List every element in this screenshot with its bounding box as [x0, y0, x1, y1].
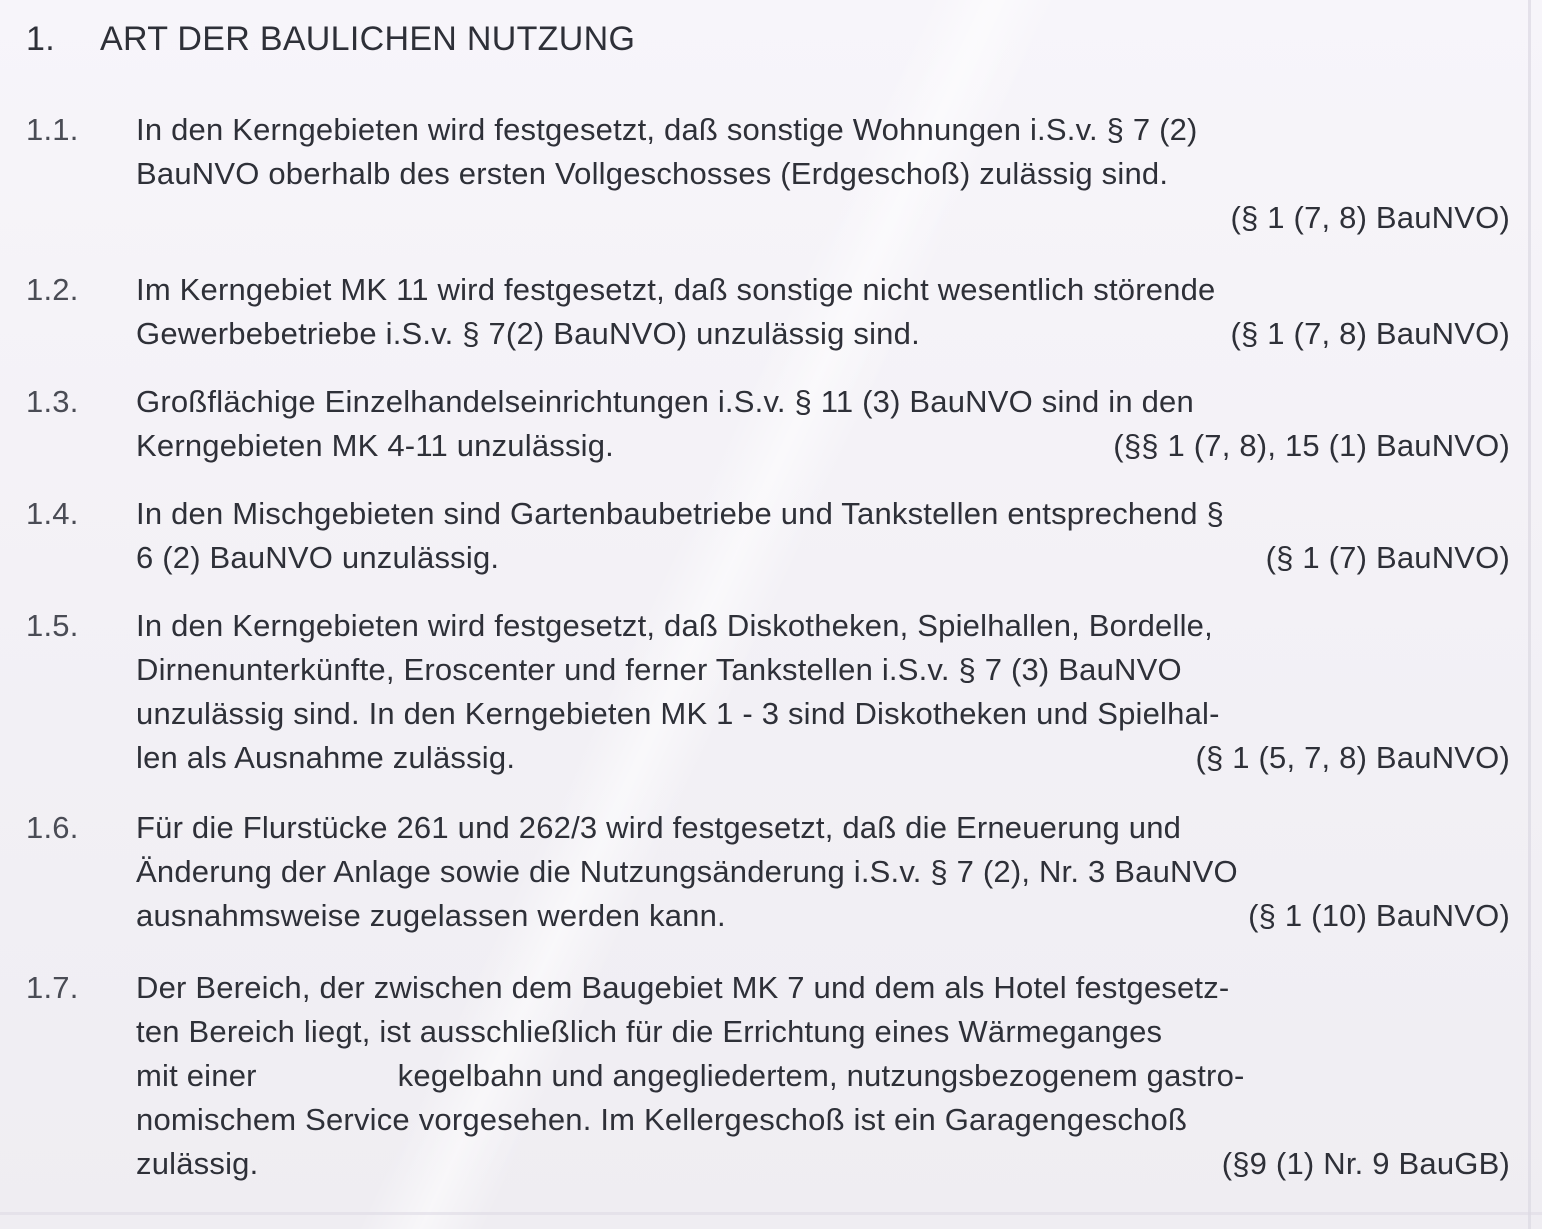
clause-line: Im Kerngebiet MK 11 wird festgesetzt, daß sonstige nicht wesentlich störende — [136, 272, 1216, 307]
clause-line: In den Kerngebieten wird festgesetzt, daß sonstige Wohnungen i.S.v. § 7 (2) — [136, 112, 1198, 147]
clause-number: 1.4. — [26, 496, 79, 531]
clause-line: Änderung der Anlage sowie die Nutzungsänderung i.S.v. § 7 (2), Nr. 3 BauNVO — [136, 854, 1238, 889]
clause-1-4 — [26, 492, 1510, 580]
clause-1-2 — [26, 268, 1510, 356]
clause-1-5 — [26, 604, 1510, 780]
clause-text: len als Ausnahme zulässig. — [136, 740, 516, 775]
clause-1-3 — [26, 380, 1510, 468]
clause-line: Für die Flurstücke 261 und 262/3 wird festgesetzt, daß die Erneuerung und — [136, 810, 1182, 845]
clause-1-7 — [26, 966, 1510, 1186]
clause-text: 6 (2) BauNVO unzulässig. — [136, 540, 500, 575]
clause-number: 1.2. — [26, 272, 79, 307]
clause-line: In den Mischgebieten sind Gartenbaubetriebe und Tankstellen entsprechend § — [136, 496, 1224, 531]
clause-number: 1.6. — [26, 810, 79, 845]
clause-line — [136, 736, 1510, 780]
clause-line: Der Bereich, der zwischen dem Baugebiet MK 7 und dem als Hotel festgesetz- — [136, 970, 1230, 1005]
legal-reference: (§9 (1) Nr. 9 BauGB) — [1221, 1146, 1510, 1181]
clause-text: Kerngebieten MK 4-11 unzulässig. — [136, 428, 614, 463]
clause-text: ausnahmsweise zugelassen werden kann. — [136, 898, 726, 933]
clause-line — [136, 894, 1510, 938]
clause-number: 1.1. — [26, 112, 79, 147]
clause-line: ten Bereich liegt, ist ausschließlich für die Errichtung eines Wärmeganges — [136, 1014, 1163, 1049]
clause-line — [136, 424, 1510, 468]
clause-line — [136, 1142, 1510, 1186]
clause-line — [136, 312, 1510, 356]
clause-line: nomischem Service vorgesehen. Im Kellergeschoß ist ein Garagengeschoß — [136, 1102, 1188, 1137]
clause-1-6 — [26, 806, 1510, 938]
clause-line: unzulässig sind. In den Kerngebieten MK 1 - 3 sind Diskotheken und Spielhal- — [136, 696, 1220, 731]
legal-reference: (§§ 1 (7, 8), 15 (1) BauNVO) — [1113, 428, 1510, 463]
section-title: ART DER BAULICHEN NUTZUNG — [100, 20, 636, 58]
clause-line: mit einer kegelbahn und angegliedertem, nutzungsbezogenem gastro- — [136, 1058, 1245, 1093]
legal-reference: (§ 1 (7, 8) BauNVO) — [1230, 316, 1510, 351]
clause-number: 1.5. — [26, 608, 79, 643]
paper-fold-vertical — [1528, 0, 1531, 1229]
clause-1-1 — [26, 108, 1510, 240]
section-heading — [26, 20, 635, 59]
paper-fold-horizontal — [0, 1212, 1542, 1215]
clause-text: Gewerbebetriebe i.S.v. § 7(2) BauNVO) unzulässig sind. — [136, 316, 920, 351]
clause-line — [136, 196, 1510, 240]
clause-line: In den Kerngebieten wird festgesetzt, daß Diskotheken, Spielhallen, Bordelle, — [136, 608, 1213, 643]
clause-line: Großflächige Einzelhandelseinrichtungen i.S.v. § 11 (3) BauNVO sind in den — [136, 384, 1194, 419]
legal-reference: (§ 1 (7, 8) BauNVO) — [1230, 200, 1510, 235]
section-number: 1. — [26, 20, 55, 58]
clause-line: BauNVO oberhalb des ersten Vollgeschosses (Erdgeschoß) zulässig sind. — [136, 156, 1169, 191]
clause-line — [136, 536, 1510, 580]
clause-line: Dirnenunterkünfte, Eroscenter und ferner Tankstellen i.S.v. § 7 (3) BauNVO — [136, 652, 1182, 687]
clause-text: zulässig. — [136, 1146, 259, 1181]
clause-number: 1.7. — [26, 970, 79, 1005]
legal-reference: (§ 1 (10) BauNVO) — [1248, 898, 1510, 933]
legal-reference: (§ 1 (5, 7, 8) BauNVO) — [1195, 740, 1510, 775]
clause-number: 1.3. — [26, 384, 79, 419]
legal-reference: (§ 1 (7) BauNVO) — [1265, 540, 1510, 575]
